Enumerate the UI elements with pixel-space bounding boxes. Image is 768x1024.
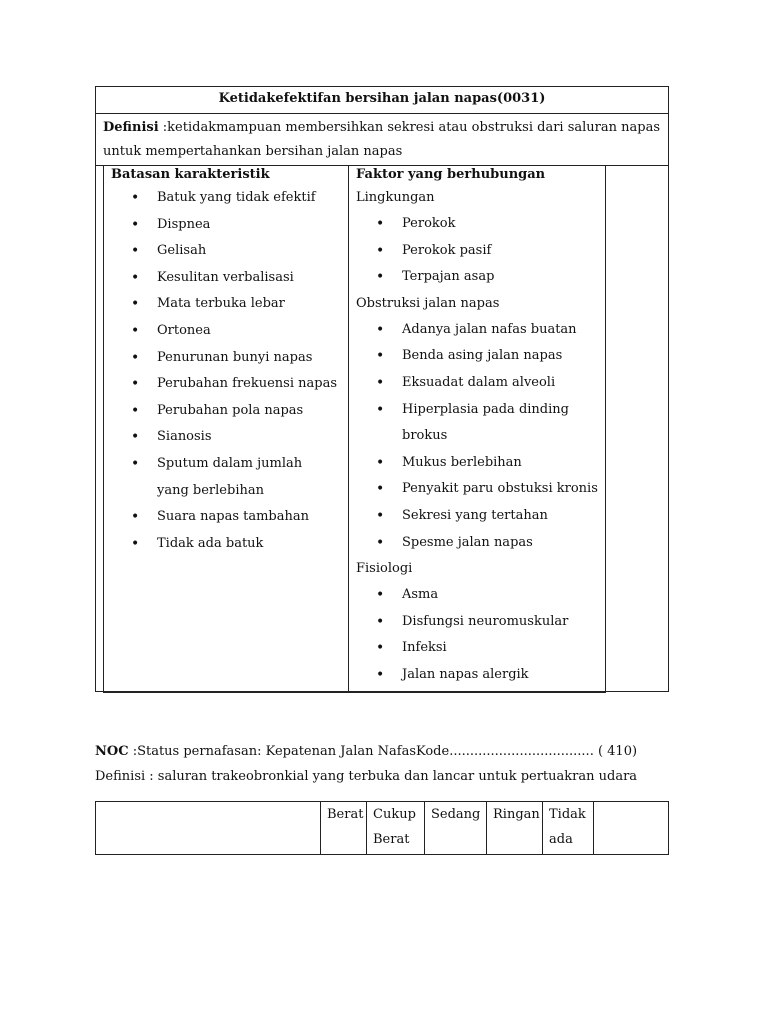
- list-item: • Penyakit paru obstuksi kronis: [356, 476, 605, 503]
- list-item: • Perokok: [356, 211, 605, 238]
- definition-text: :ketidakmampuan membersihkan sekresi atau obstruksi dari saluran napas untuk mempertahankan bersihan jalan napas: [103, 120, 661, 159]
- group-label-obstruksi: Obstruksi jalan napas: [356, 295, 500, 311]
- characteristics-list: [111, 185, 348, 557]
- list-item: • Benda asing jalan napas: [356, 343, 605, 370]
- list-item: • Dispnea: [111, 212, 348, 239]
- list-item: • Mata terbuka lebar: [111, 291, 348, 318]
- definition-label: Definisi: [103, 120, 159, 135]
- inner-table: [103, 166, 606, 693]
- list-item: • Perubahan pola napas: [111, 398, 348, 425]
- group-list-obstruksi: [356, 317, 605, 556]
- list-item: • Sekresi yang tertahan: [356, 503, 605, 530]
- scale-table: [95, 801, 669, 855]
- list-item: • Asma: [356, 582, 605, 609]
- related-factors-column: [349, 166, 605, 692]
- list-item: • Adanya jalan nafas buatan: [356, 317, 605, 344]
- list-item: • Suara napas tambahan: [111, 504, 348, 531]
- scale-header-tidak-ada: Tidak ada: [542, 802, 593, 854]
- characteristics-column: [104, 166, 349, 692]
- list-item: • Gelisah: [111, 238, 348, 265]
- list-item: • Batuk yang tidak efektif: [111, 185, 348, 212]
- noc-definition: Definisi : saluran trakeobronkial yang terbuka dan lancar untuk pertuakran udara: [95, 769, 638, 784]
- table-title: Ketidakefektifan bersihan jalan napas(0031): [96, 87, 668, 114]
- group-label-fisiologi: Fisiologi: [356, 561, 413, 577]
- list-item: • Penurunan bunyi napas: [111, 345, 348, 372]
- list-item: • Perubahan frekuensi napas: [111, 371, 348, 398]
- list-item: • Kesulitan verbalisasi: [111, 265, 348, 292]
- list-item: • Ortonea: [111, 318, 348, 345]
- scale-header-berat: Berat: [320, 802, 366, 854]
- list-item: • Disfungsi neuromuskular: [356, 609, 605, 636]
- noc-label: NOC: [95, 744, 129, 759]
- noc-line: [95, 741, 637, 763]
- scale-header-cukup-berat: Cukup Berat: [366, 802, 424, 854]
- list-item: • Terpajan asap: [356, 264, 605, 291]
- list-item: • Spesme jalan napas: [356, 530, 605, 557]
- list-item: • Perokok pasif: [356, 238, 605, 265]
- noc-text: :Status pernafasan: Kepatenan Jalan NafasKode................................... ( 410): [128, 744, 638, 759]
- list-item: • Sianosis: [111, 424, 348, 451]
- list-item: • Infeksi: [356, 635, 605, 662]
- list-item: • Jalan napas alergik: [356, 662, 605, 689]
- definition-row: [96, 114, 668, 166]
- list-item: • Sputum dalam jumlah yang berlebihan: [111, 451, 327, 504]
- list-item: • Tidak ada batuk: [111, 531, 348, 558]
- group-list-fisiologi: [356, 582, 605, 688]
- group-list-lingkungan: [356, 211, 605, 291]
- diagnosis-table: [95, 86, 669, 692]
- related-factors-header: Faktor yang berhubungan: [356, 167, 546, 182]
- list-item: • Eksuadat dalam alveoli: [356, 370, 605, 397]
- scale-header-sedang: Sedang: [424, 802, 486, 854]
- list-item: • Hiperplasia pada dinding brokus: [356, 397, 572, 450]
- scale-empty-cell: [593, 802, 670, 854]
- characteristics-header: Batasan karakteristik: [111, 167, 270, 182]
- scale-header-ringan: Ringan: [486, 802, 542, 854]
- group-label-lingkungan: Lingkungan: [356, 190, 435, 205]
- list-item: • Mukus berlebihan: [356, 450, 605, 477]
